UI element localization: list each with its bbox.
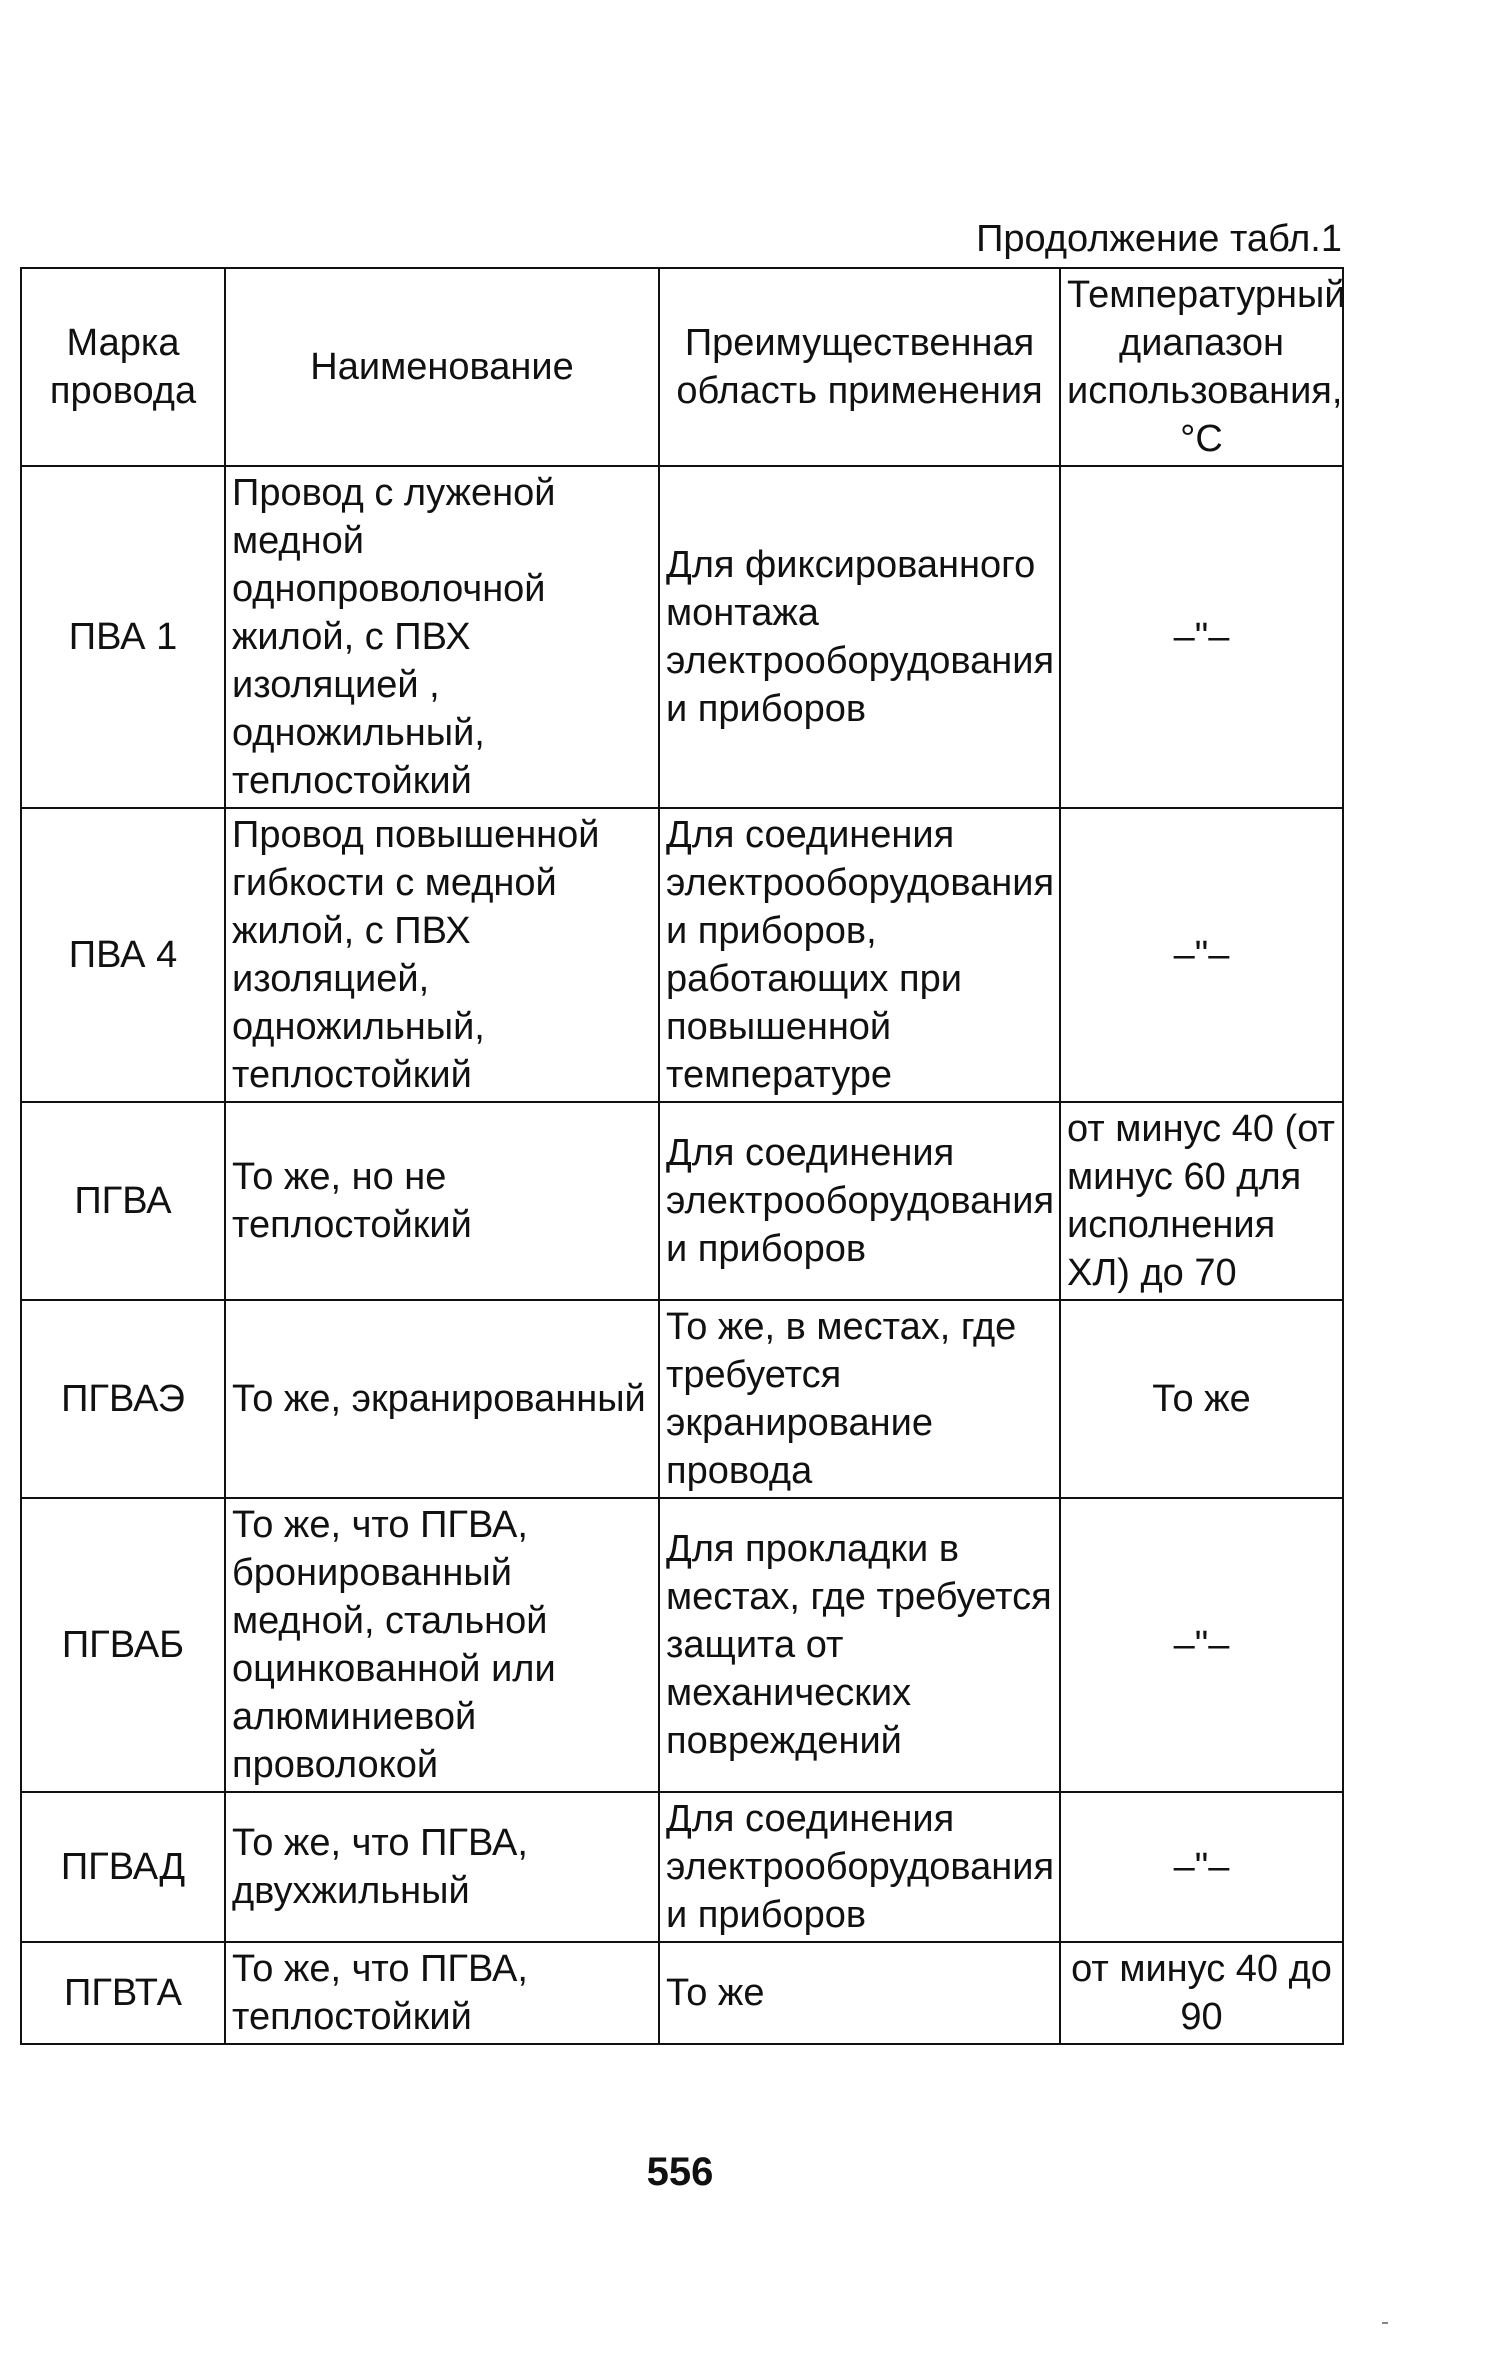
cell-area: Для соединения электрооборудования и приборов xyxy=(659,1102,1060,1300)
cell-name: То же, что ПГВА, бронированный медной, стальной оцинкованной или алюминиевой проволокой xyxy=(225,1498,659,1792)
table-row xyxy=(21,1300,1343,1498)
cell-name: Провод повышенной гибкости с медной жилой, с ПВХ изоляцией, одножильный, теплостойкий xyxy=(225,808,659,1102)
table-row xyxy=(21,466,1343,808)
header-row xyxy=(21,268,1343,466)
cell-name: То же, что ПГВА, теплостойкий xyxy=(225,1942,659,2044)
cell-mark: ПГВА xyxy=(21,1102,225,1300)
table-row xyxy=(21,1498,1343,1792)
wire-table xyxy=(20,267,1344,2045)
header-mark: Марка провода xyxy=(21,268,225,466)
table-row xyxy=(21,1792,1343,1942)
cell-temp: –"– xyxy=(1060,808,1343,1102)
cell-area: Для фиксированного монтажа электрооборудования и приборов xyxy=(659,466,1060,808)
cell-area: Для соединения электрооборудования и приборов, работающих при повышенной температуре xyxy=(659,808,1060,1102)
cell-mark: ПГВАЭ xyxy=(21,1300,225,1498)
cell-area: Для соединения электрооборудования и приборов xyxy=(659,1792,1060,1942)
header-name: Наименование xyxy=(225,268,659,466)
cell-name: То же, экранированный xyxy=(225,1300,659,1498)
cell-temp: от минус 40 до 90 xyxy=(1060,1942,1343,2044)
cell-name: Провод с луженой медной однопроволочной жилой, с ПВХ изоляцией , одножильный, теплостойкий xyxy=(225,466,659,808)
header-area: Преимущественная область применения xyxy=(659,268,1060,466)
cell-temp: –"– xyxy=(1060,1792,1343,1942)
page-number: 556 xyxy=(646,2150,714,2194)
cell-area: То же, в местах, где требуется экранирование провода xyxy=(659,1300,1060,1498)
cell-temp: –"– xyxy=(1060,1498,1343,1792)
header-temp: Температурный диапазон использования, °С xyxy=(1060,268,1343,466)
scan-speck xyxy=(1382,2322,1388,2324)
table-row xyxy=(21,808,1343,1102)
cell-area: Для прокладки в местах, где требуется защита от механических повреждений xyxy=(659,1498,1060,1792)
cell-mark: ПГВАД xyxy=(21,1792,225,1942)
cell-area: То же xyxy=(659,1942,1060,2044)
cell-name: То же, что ПГВА, двухжильный xyxy=(225,1792,659,1942)
table-row xyxy=(21,1942,1343,2044)
cell-mark: ПГВТА xyxy=(21,1942,225,2044)
table-caption: Продолжение табл.1 xyxy=(976,218,1342,260)
cell-name: То же, но не теплостойкий xyxy=(225,1102,659,1300)
cell-mark: ПВА 4 xyxy=(21,808,225,1102)
cell-mark: ПГВАБ xyxy=(21,1498,225,1792)
table-row xyxy=(21,1102,1343,1300)
cell-temp: –"– xyxy=(1060,466,1343,808)
cell-mark: ПВА 1 xyxy=(21,466,225,808)
cell-temp: от минус 40 (от минус 60 для исполнения ХЛ) до 70 xyxy=(1060,1102,1343,1300)
cell-temp: То же xyxy=(1060,1300,1343,1498)
